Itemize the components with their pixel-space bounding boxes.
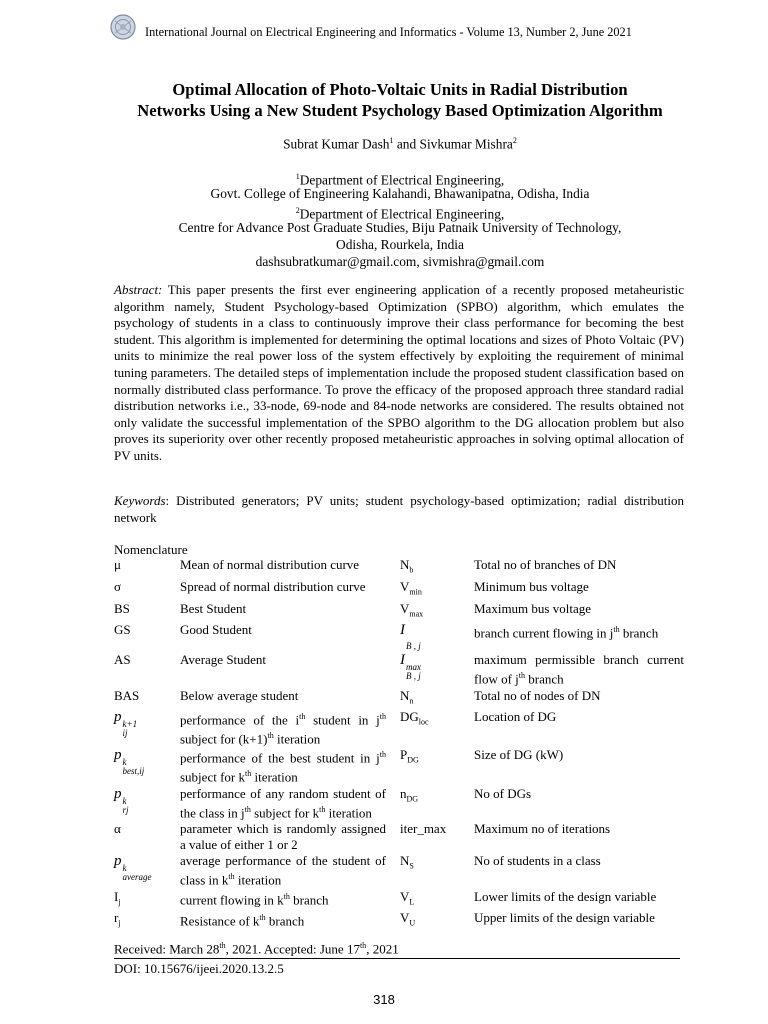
symbol: $r_j$: [114, 909, 121, 928]
symbol: I max B , j: [400, 652, 421, 682]
symbol: AS: [114, 652, 131, 668]
symbol: $V_{min}$: [400, 579, 422, 597]
table-row: [114, 889, 684, 910]
symbol: $N_S$: [400, 853, 414, 871]
table-row: [114, 688, 684, 709]
definition: parameter which is randomly assigned a value of either 1 or 2: [180, 821, 386, 852]
table-row: [114, 910, 684, 931]
definition: Good Student: [180, 622, 252, 638]
definition: Total no of nodes of DN: [474, 687, 601, 703]
symbol: α: [114, 821, 121, 837]
keywords: [114, 493, 684, 526]
journal-header: International Journal on Electrical Engineering and Informatics - Volume 13, Number 2, June 2021: [145, 25, 632, 39]
symbol: $I_j$: [114, 888, 121, 907]
symbol: GS: [114, 622, 131, 638]
definition: Maximum no of iterations: [474, 821, 611, 837]
table-row: [114, 601, 684, 622]
table-row: [114, 786, 684, 821]
author-line: Subrat Kumar Dash$^1$ and Sivkumar Mishra$^2$: [283, 136, 517, 152]
journal-seal-logo: [109, 12, 137, 42]
symbol: $N_b$: [400, 557, 414, 575]
table-row: [114, 579, 684, 601]
symbol: σ: [114, 579, 122, 595]
definition: performance of the $i^{th}$ student in $j^{th}$ subject for $(k+1)^{th}$ iteration: [180, 711, 386, 746]
definition: No of students in a class: [474, 853, 601, 869]
definition: Lower limits of the design variable: [474, 888, 657, 904]
author-2: Sivkumar Mishra: [419, 136, 513, 152]
definition: Location of DG: [474, 708, 557, 724]
table-row: [114, 853, 684, 888]
nomenclature-table: [114, 557, 684, 931]
definition: average performance of the student of class in $k^{th}$ iteration: [180, 853, 386, 888]
keywords-text: : Distributed generators; PV units; student psychology-based optimization; radial distribution network: [114, 493, 684, 525]
table-row: [114, 747, 684, 786]
nomenclature-heading: Nomenclature: [114, 542, 188, 557]
abstract-label: Abstract:: [114, 282, 163, 297]
symbol: μ: [114, 557, 121, 572]
page-number: 318: [373, 992, 395, 1007]
symbol: $V_{max}$: [400, 601, 424, 619]
table-row: [114, 821, 684, 853]
definition: Below average student: [180, 687, 299, 703]
symbol: I B , j: [400, 622, 421, 652]
table-row: [114, 709, 684, 748]
definition: performance of any random student of the class in $j^{th}$ subject for $k^{th}$ iteration: [180, 786, 386, 820]
keywords-label: Keywords: [114, 493, 166, 508]
definition: Average Student: [180, 652, 267, 668]
affiliations: $^1$Department of Electrical Engineering, Govt. College of Engineering Kalahandi, Bhawanipatna, Odisha, India $^2$Department of Electrical Engineering, Centre for Advance Post Graduate Studies, Biju Patnaik University of Technology, Odisha, Rourkela, India dashsubratkumar@gmail.com, sivmishra@gmail.com: [100, 168, 700, 270]
symbol: p k+1 ij: [114, 708, 138, 738]
definition: Upper limits of the design variable: [474, 909, 655, 925]
definition: Total no of branches of DN: [474, 557, 617, 572]
abstract: [114, 282, 684, 465]
symbol: $N_n$: [400, 687, 414, 706]
symbol: $V_L$: [400, 888, 415, 907]
symbol: $DG_{loc}$: [400, 708, 429, 727]
definition: Spread of normal distribution curve: [180, 579, 366, 595]
received-accepted-dates: Received: March 28th, 2021. Accepted: June 17th, 2021: [114, 941, 399, 957]
definition: Mean of normal distribution curve: [180, 557, 360, 572]
definition: Resistance of $k^{th}$ branch: [180, 912, 305, 929]
definition: performance of the best student in $j^{th}$ subject for $k^{th}$ iteration: [180, 750, 386, 785]
symbol: p k average: [114, 853, 152, 883]
definition: No of DGs: [474, 786, 532, 802]
doi: DOI: 10.15676/ijeei.2020.13.2.5: [114, 961, 284, 976]
symbol: BS: [114, 601, 130, 617]
footer-divider: [114, 958, 680, 959]
symbol: BAS: [114, 687, 140, 703]
definition: maximum permissible branch current flow of $j^{th}$ branch: [474, 652, 684, 687]
definition: current flowing in $k^{th}$ branch: [180, 891, 329, 907]
symbol: p k best,ij: [114, 747, 145, 777]
paper-title: Optimal Allocation of Photo-Voltaic Units in Radial Distribution Networks Using a New Student Psychology Based Optimization Algorithm: [137, 80, 663, 120]
table-row: [114, 652, 684, 687]
author-emails: dashsubratkumar@gmail.com, sivmishra@gmail.com: [255, 254, 545, 269]
table-row: [114, 622, 684, 652]
author-1: Subrat Kumar Dash: [283, 136, 390, 152]
symbol: p k rj: [114, 786, 129, 816]
abstract-text: This paper presents the first ever engineering application of a recently proposed metaheuristic algorithm namely, Student Psychology-based Optimization (SPBO) algorithm, which emulates the psychology of students in a class to continuously improve their class performance for becoming the best student. This algorithm is implemented for determining the optimal locations and sizes of Photo Voltaic (PV) units to minimize the real power loss of the system effectively by exploiting the requirement of minimal tuning parameters. The detailed steps of implementation include the proposed student classification based on normally distributed class performance. To prove the efficacy of the proposed approach three standard radial distribution networks i.e., 33-node, 69-node and 84-node networks are considered. The results obtained not only validate the successful implementation of the SPBO algorithm to the DG allocation problem but also proves its superiority over other recently proposed metaheuristic approaches in solving optimal allocation of PV units.: [114, 282, 684, 463]
definition: Size of DG (kW): [474, 747, 564, 763]
definition: Best Student: [180, 601, 247, 617]
symbol: $P_{DG}$: [400, 747, 419, 765]
definition: Minimum bus voltage: [474, 579, 589, 595]
definition: branch current flowing in $j^{th}$ branch: [474, 625, 659, 641]
symbol: $n_{DG}$: [400, 786, 419, 804]
symbol: iter_max: [400, 821, 447, 837]
table-row: [114, 557, 684, 579]
definition: Maximum bus voltage: [474, 601, 591, 617]
symbol: $V_U$: [400, 909, 416, 928]
